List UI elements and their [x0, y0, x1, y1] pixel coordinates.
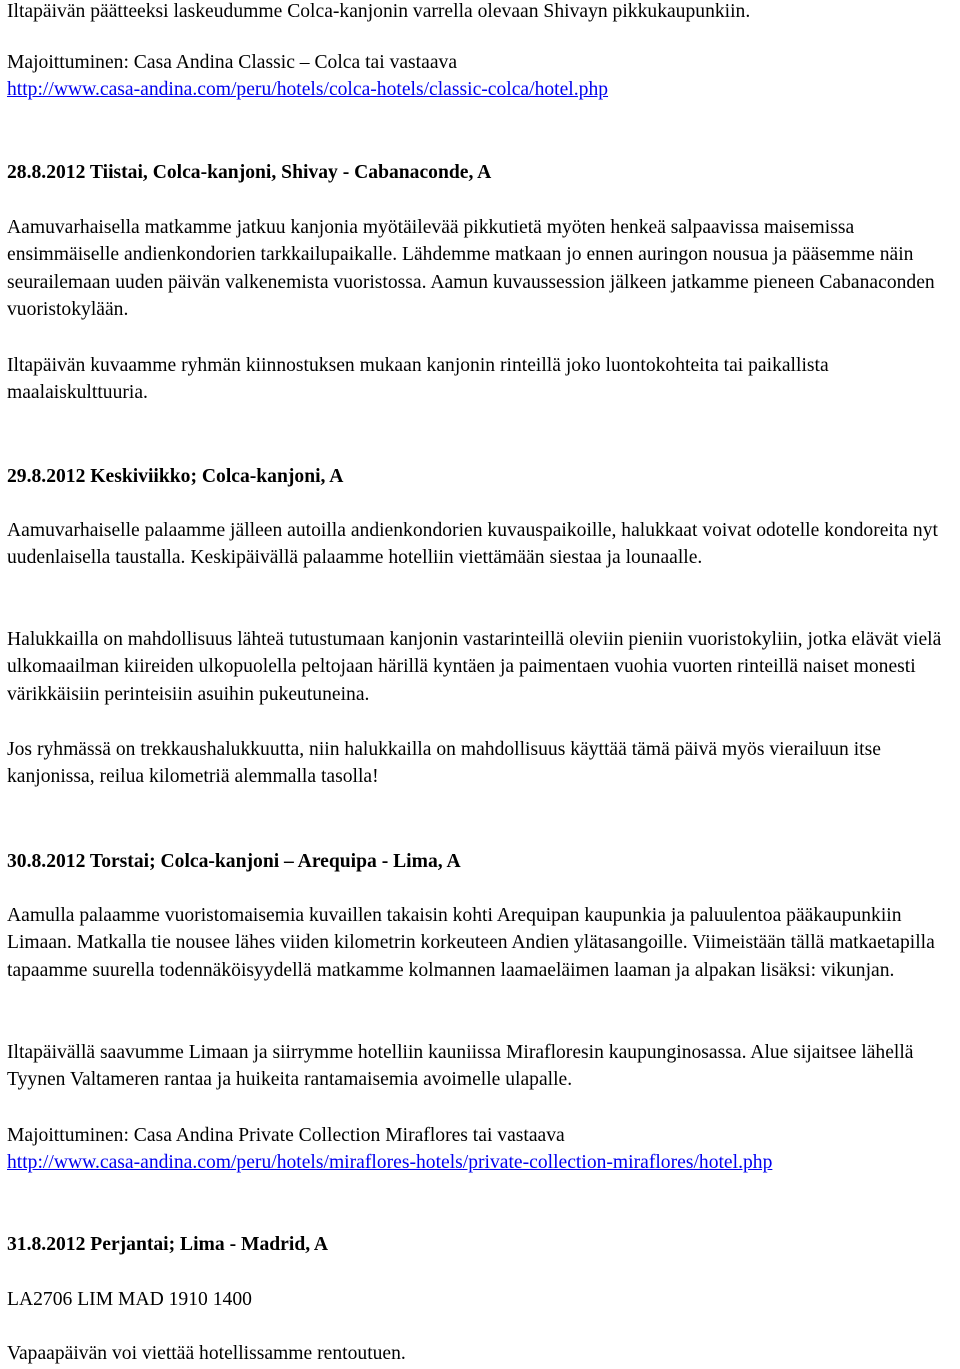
day-28-paragraph-1: Aamuvarhaisella matkamme jatkuu kanjonia myötäilevää pikkutietä myöten henkeä salpaavissa maisemissa ensimmäiselle andienkondorien tarkkailupaikalle. Lähdemme matkaan jo ennen auringon nousua ja pääsemme näin seurailemaan uuden päivän valkenemista vuoristossa. Aamun kuvaussession jälkeen jatkamme pieneen Cabanaconden vuoristokylään.: [7, 217, 935, 320]
intro-accommodation-label: Majoittuminen: Casa Andina Classic – Colca tai vastaava: [7, 52, 458, 73]
intro-accommodation-link[interactable]: http://www.casa-andina.com/peru/hotels/colca-hotels/classic-colca/hotel.php: [7, 79, 609, 100]
day-30-accommodation-label: Majoittuminen: Casa Andina Private Collection Miraflores tai vastaava: [7, 1125, 565, 1146]
day-29-paragraph-2: Halukkailla on mahdollisuus lähteä tutustumaan kanjonin vastarinteillä oleviin pieniin vuoristokyliin, jotka elävät vielä ulkomaailman kiireiden ulkopuolella peltojaan härillä kyntäen ja paimentaen vuohia vuorten rinteillä naiset monesti värikkäisiin perinteisiin asuihin pukeutuneina.: [7, 629, 942, 705]
intro-arrival-text: Iltapäivän päätteeksi laskeudumme Colca-kanjonin varrella olevaan Shivayn pikkukaupunkiin.: [7, 1, 751, 22]
day-30-paragraph-1: Aamulla palaamme vuoristomaisemia kuvaillen takaisin kohti Arequipan kaupunkia ja paluulentoa pääkaupunkiin Limaan. Matkalla tie nousee lähes viiden kilometrin korkeuteen Andien ylätasangoille. Viimeistään tällä matkaetapilla tapaamme suurella todennäköisyydellä matkamme kolmannen laamaeläimen laaman ja alpakan lisäksi: vikunjan.: [7, 905, 935, 981]
day-30-heading: 30.8.2012 Torstai; Colca-kanjoni – Arequipa - Lima, A: [7, 851, 461, 872]
day-28-heading: 28.8.2012 Tiistai, Colca-kanjoni, Shivay - Cabanaconde, A: [7, 162, 492, 183]
day-30-accommodation-link[interactable]: http://www.casa-andina.com/peru/hotels/miraflores-hotels/private-collection-miraflores/hotel.php: [7, 1152, 773, 1173]
day-31-flight: LA2706 LIM MAD 1910 1400: [7, 1289, 252, 1310]
day-30-paragraph-2: Iltapäivällä saavumme Limaan ja siirrymme hotelliin kauniissa Mirafloresin kaupunginosassa. Alue sijaitsee lähellä Tyynen Valtameren rantaa ja huikeita rantamaisemia avoimelle ulapalle.: [7, 1042, 914, 1091]
day-31-free-day: Vapaapäivän voi viettää hotellissamme rentoutuen.: [7, 1343, 406, 1364]
day-31-heading: 31.8.2012 Perjantai; Lima - Madrid, A: [7, 1234, 329, 1255]
intro-accommodation-link-line: [7, 76, 957, 103]
day-29-paragraph-3: Jos ryhmässä on trekkaushalukkuutta, niin halukkailla on mahdollisuus käyttää tämä päivä myös vierailuun itse kanjonissa, reilua kilometriä alemmalla tasolla!: [7, 739, 881, 788]
day-30-accommodation-link-line: [7, 1149, 957, 1176]
day-29-heading: 29.8.2012 Keskiviikko; Colca-kanjoni, A: [7, 466, 344, 487]
day-28-paragraph-2: Iltapäivän kuvaamme ryhmän kiinnostuksen mukaan kanjonin rinteillä joko luontokohteita tai paikallista maalaiskulttuuria.: [7, 355, 829, 404]
day-29-paragraph-1: Aamuvarhaiselle palaamme jälleen autoilla andienkondorien kuvauspaikoille, halukkaat voivat odotelle kondoreita nyt uudenlaisella taustalla. Keskipäivällä palaamme hotelliin viettämään siestaa ja lounaalle.: [7, 520, 938, 569]
